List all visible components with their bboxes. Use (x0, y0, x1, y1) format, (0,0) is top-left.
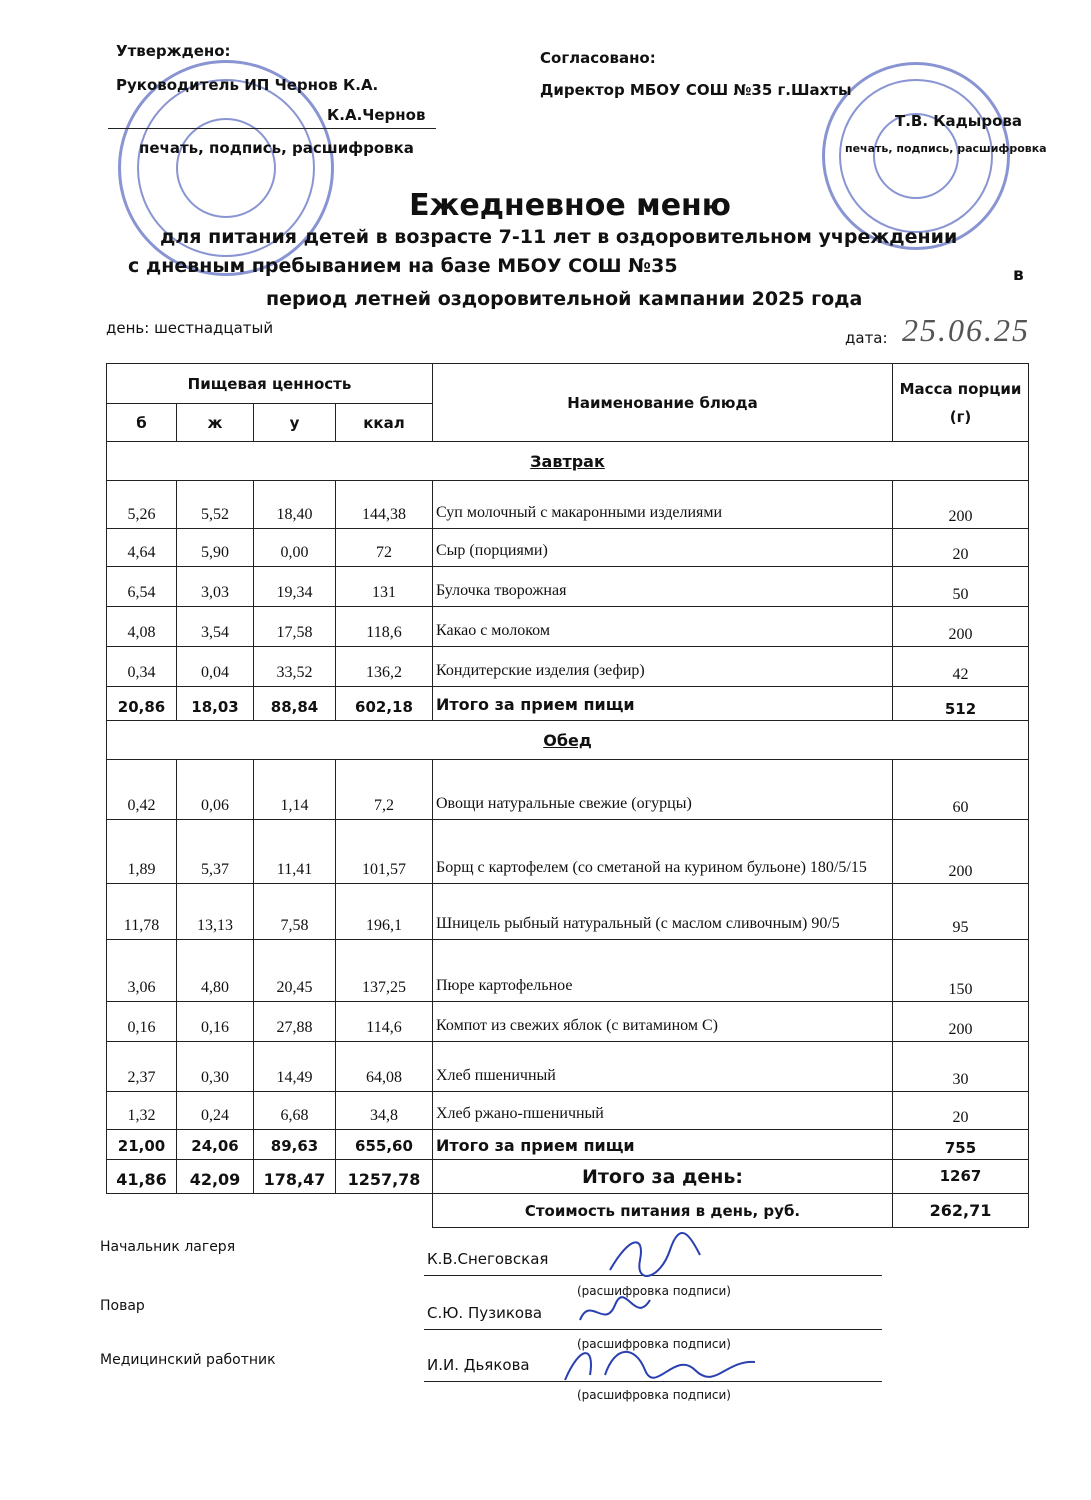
lunch-dish-name-cell: Пюре картофельное (433, 940, 893, 1002)
approved-name: К.А.Чернов (327, 106, 426, 124)
signature-role-cook: Повар (100, 1298, 145, 1314)
breakfast-fat-cell: 5,52 (177, 481, 254, 529)
breakfast-protein-cell: 5,26 (107, 481, 177, 529)
lunch-protein-cell: 0,16 (107, 1002, 177, 1042)
agreed-name: Т.В. Кадырова (895, 112, 1023, 130)
lunch-protein-cell: 3,06 (107, 940, 177, 1002)
lunch-dish-name-cell: Борщ с картофелем (со сметаной на курином бульоне) 180/5/15 (433, 820, 893, 884)
subtitle-v: в (1013, 265, 1024, 285)
lunch-kcal-cell: 101,57 (336, 820, 433, 884)
lunch-mass-cell: 60 (893, 760, 1029, 820)
lunch-mass-cell: 150 (893, 940, 1029, 1002)
lunch-row (107, 940, 1029, 1002)
lunch-carbs-cell: 7,58 (254, 884, 336, 940)
breakfast-carbs-cell: 19,34 (254, 567, 336, 607)
lunch-carbs-cell: 6,68 (254, 1092, 336, 1130)
breakfast-kcal-cell: 136,2 (336, 647, 433, 687)
menu-table (106, 363, 1029, 1228)
lunch-fat-cell: 0,24 (177, 1092, 254, 1130)
breakfast-total-b: 20,86 (107, 687, 177, 721)
breakfast-dish-name-cell: Сыр (порциями) (433, 529, 893, 567)
agreed-note: печать, подпись, расшифровка (845, 142, 1047, 155)
day-total-zh: 42,09 (177, 1160, 254, 1194)
day-label: день: шестнадцатый (106, 319, 274, 337)
lunch-kcal-cell: 34,8 (336, 1092, 433, 1130)
date-label: дата: (845, 329, 888, 347)
breakfast-row (107, 529, 1029, 567)
lunch-dish-name-cell: Шницель рыбный натуральный (с маслом сливочным) 90/5 (433, 884, 893, 940)
lunch-fat-cell: 0,06 (177, 760, 254, 820)
lunch-protein-cell: 0,42 (107, 760, 177, 820)
breakfast-mass-cell: 42 (893, 647, 1029, 687)
breakfast-kcal-cell: 72 (336, 529, 433, 567)
breakfast-row (107, 481, 1029, 529)
breakfast-carbs-cell: 0,00 (254, 529, 336, 567)
breakfast-row (107, 647, 1029, 687)
lunch-kcal-cell: 114,6 (336, 1002, 433, 1042)
signature-name-cook: С.Ю. Пузикова (427, 1304, 543, 1322)
breakfast-fat-cell: 3,03 (177, 567, 254, 607)
lunch-total-kcal: 655,60 (336, 1130, 433, 1160)
breakfast-dish-name-cell: Суп молочный с макаронными изделиями (433, 481, 893, 529)
breakfast-kcal-cell: 118,6 (336, 607, 433, 647)
lunch-row (107, 884, 1029, 940)
breakfast-dish-name-cell: Кондитерские изделия (зефир) (433, 647, 893, 687)
breakfast-total-zh: 18,03 (177, 687, 254, 721)
approved-note: печать, подпись, расшифровка (139, 139, 414, 157)
breakfast-protein-cell: 4,08 (107, 607, 177, 647)
lunch-mass-cell: 200 (893, 820, 1029, 884)
breakfast-total-u: 88,84 (254, 687, 336, 721)
lunch-total-u: 89,63 (254, 1130, 336, 1160)
approved-position: Руководитель ИП Чернов К.А. (116, 76, 379, 94)
signature-note-cook: (расшифровка подписи) (577, 1337, 731, 1351)
agreed-label: Согласовано: (540, 49, 656, 67)
breakfast-row (107, 607, 1029, 647)
breakfast-mass-cell: 20 (893, 529, 1029, 567)
signature-name-medic: И.И. Дьякова (427, 1356, 530, 1374)
col-b: б (107, 404, 177, 442)
breakfast-carbs-cell: 18,40 (254, 481, 336, 529)
cost-label: Стоимость питания в день, руб. (433, 1194, 893, 1228)
col-kcal: ккал (336, 404, 433, 442)
subtitle-line1: для питания детей в возрасте 7-11 лет в оздоровительном учреждении (160, 226, 958, 248)
lunch-kcal-cell: 7,2 (336, 760, 433, 820)
lunch-dish-name-cell: Хлеб пшеничный (433, 1042, 893, 1092)
day-total-b: 41,86 (107, 1160, 177, 1194)
lunch-carbs-cell: 11,41 (254, 820, 336, 884)
lunch-kcal-cell: 196,1 (336, 884, 433, 940)
breakfast-dish-name-cell: Булочка творожная (433, 567, 893, 607)
lunch-kcal-cell: 137,25 (336, 940, 433, 1002)
lunch-fat-cell: 0,30 (177, 1042, 254, 1092)
lunch-fat-cell: 5,37 (177, 820, 254, 884)
breakfast-carbs-cell: 17,58 (254, 607, 336, 647)
lunch-total-label: Итого за прием пищи (433, 1130, 893, 1160)
lunch-total-zh: 24,06 (177, 1130, 254, 1160)
lunch-dish-name-cell: Овощи натуральные свежие (огурцы) (433, 760, 893, 820)
cost-value: 262,71 (893, 1194, 1029, 1228)
approved-label: Утверждено: (116, 42, 231, 60)
signature-role-camp-head: Начальник лагеря (100, 1239, 236, 1255)
lunch-fat-cell: 0,16 (177, 1002, 254, 1042)
lunch-mass-cell: 95 (893, 884, 1029, 940)
agreed-position: Директор МБОУ СОШ №35 г.Шахты (540, 81, 852, 99)
breakfast-fat-cell: 3,54 (177, 607, 254, 647)
breakfast-fat-cell: 5,90 (177, 529, 254, 567)
breakfast-protein-cell: 4,64 (107, 529, 177, 567)
lunch-dish-name-cell: Компот из свежих яблок (с витамином С) (433, 1002, 893, 1042)
breakfast-total-mass: 512 (893, 687, 1029, 721)
lunch-row (107, 820, 1029, 884)
breakfast-total-kcal: 602,18 (336, 687, 433, 721)
breakfast-fat-cell: 0,04 (177, 647, 254, 687)
lunch-carbs-cell: 27,88 (254, 1002, 336, 1042)
handwritten-signature-medic (555, 1340, 765, 1390)
lunch-total-mass: 755 (893, 1130, 1029, 1160)
breakfast-kcal-cell: 144,38 (336, 481, 433, 529)
lunch-protein-cell: 11,78 (107, 884, 177, 940)
handwritten-signature-camp-head (600, 1230, 710, 1290)
breakfast-carbs-cell: 33,52 (254, 647, 336, 687)
lunch-fat-cell: 4,80 (177, 940, 254, 1002)
day-total-u: 178,47 (254, 1160, 336, 1194)
day-total-kcal: 1257,78 (336, 1160, 433, 1194)
lunch-carbs-cell: 14,49 (254, 1042, 336, 1092)
mass-header: Масса порции (г) (893, 364, 1029, 442)
signature-note-medic: (расшифровка подписи) (577, 1388, 731, 1402)
breakfast-kcal-cell: 131 (336, 567, 433, 607)
breakfast-mass-cell: 50 (893, 567, 1029, 607)
breakfast-row (107, 567, 1029, 607)
handwritten-signature-cook (570, 1290, 660, 1340)
subtitle-line3: период летней оздоровительной кампании 2025 года (266, 288, 863, 310)
day-total-mass: 1267 (893, 1160, 1029, 1194)
lunch-mass-cell: 20 (893, 1092, 1029, 1130)
breakfast-section-title: Завтрак (107, 442, 1029, 481)
breakfast-mass-cell: 200 (893, 607, 1029, 647)
lunch-row (107, 1042, 1029, 1092)
lunch-total-b: 21,00 (107, 1130, 177, 1160)
page-title: Ежедневное меню (409, 188, 731, 223)
col-u: у (254, 404, 336, 442)
breakfast-mass-cell: 200 (893, 481, 1029, 529)
lunch-mass-cell: 200 (893, 1002, 1029, 1042)
day-total-label: Итого за день: (433, 1160, 893, 1194)
lunch-row (107, 1092, 1029, 1130)
lunch-kcal-cell: 64,08 (336, 1042, 433, 1092)
signature-note-camp-head: (расшифровка подписи) (577, 1284, 731, 1298)
lunch-protein-cell: 1,89 (107, 820, 177, 884)
breakfast-protein-cell: 0,34 (107, 647, 177, 687)
lunch-section-title: Обед (107, 721, 1029, 760)
lunch-row (107, 1002, 1029, 1042)
approved-signature-line (108, 128, 436, 129)
signature-name-camp-head: К.В.Снеговская (427, 1250, 549, 1268)
breakfast-protein-cell: 6,54 (107, 567, 177, 607)
breakfast-dish-name-cell: Какао с молоком (433, 607, 893, 647)
lunch-fat-cell: 13,13 (177, 884, 254, 940)
lunch-mass-cell: 30 (893, 1042, 1029, 1092)
lunch-row (107, 760, 1029, 820)
col-zh: ж (177, 404, 254, 442)
date-value: 25.06.25 (902, 312, 1030, 348)
nutrition-header: Пищевая ценность (107, 364, 433, 404)
lunch-dish-name-cell: Хлеб ржано-пшеничный (433, 1092, 893, 1130)
dish-header: Наименование блюда (433, 364, 893, 442)
breakfast-total-label: Итого за прием пищи (433, 687, 893, 721)
lunch-protein-cell: 2,37 (107, 1042, 177, 1092)
lunch-carbs-cell: 1,14 (254, 760, 336, 820)
subtitle-line2: с дневным пребыванием на базе МБОУ СОШ №35 (128, 255, 678, 277)
lunch-protein-cell: 1,32 (107, 1092, 177, 1130)
lunch-carbs-cell: 20,45 (254, 940, 336, 1002)
signature-role-medic: Медицинский работник (100, 1352, 276, 1368)
